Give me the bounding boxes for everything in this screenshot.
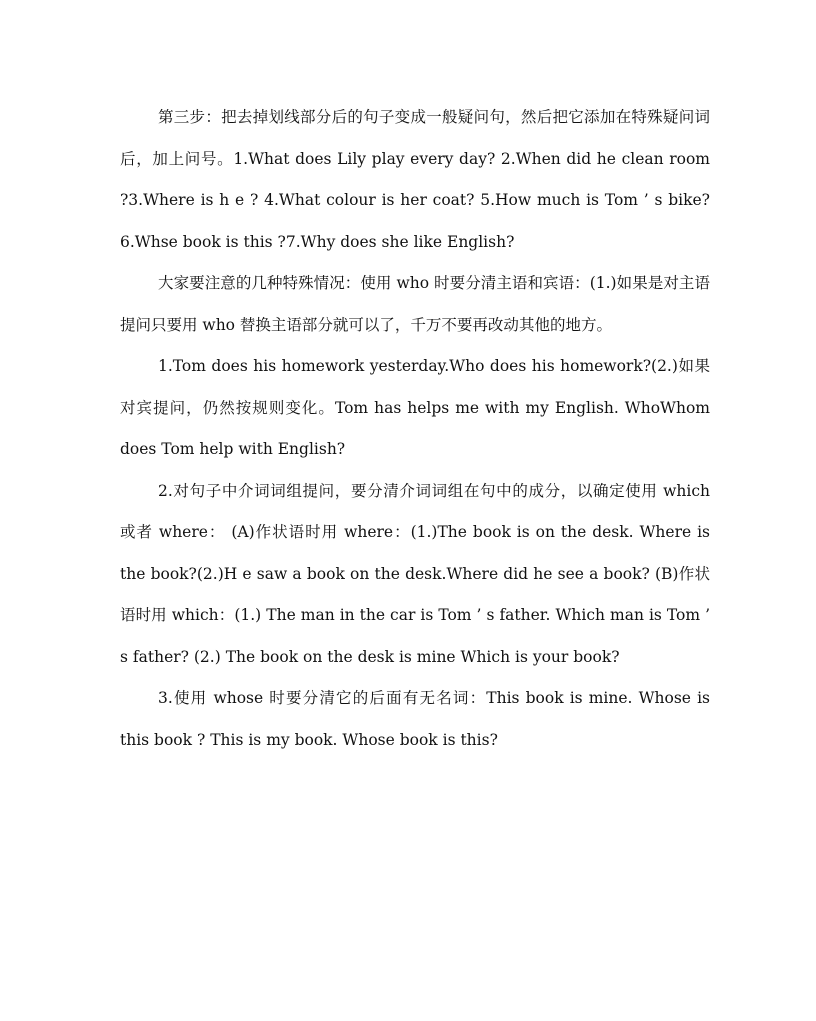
- paragraph-prepositional-phrase: 2.对句子中介词词组提问，要分清介词词组在句中的成分，以确定使用 which 或者 where： (A)作状语时用 where：(1.)The book is on the desk. Where is the book?(2.)H e saw a book on the desk.Where did he see a book? (B)作状语时用 which：(1.) The man in the car is Tom ’ s father. Which man is Tom ’ s father? (2.) The book on the desk is mine Which is your book?: [120, 481, 710, 666]
- paragraph-step-three: 第三步：把去掉划线部分后的句子变成一般疑问句，然后把它添加在特殊疑问词后，加上问号。1.What does Lily play every day? 2.When did he clean room ?3.Where is h e ? 4.What colour is her coat? 5.How much is Tom ’ s bike? 6.Whse book is this ?7.Why does she like English?: [120, 108, 710, 251]
- document-page: [120, 97, 710, 761]
- paragraph-subject-question: 1.Tom does his homework yesterday.Who does his homework?(2.)如果对宾提问，仍然按规则变化。Tom has helps me with my English. WhoWhom does Tom help with English?: [120, 357, 710, 458]
- paragraph-whose-usage: 3.使用 whose 时要分清它的后面有无名词：This book is mine. Whose is this book ? This is my book. Whose book is this?: [120, 689, 710, 749]
- paragraph-special-cases: 大家要注意的几种特殊情况：使用 who 时要分清主语和宾语：(1.)如果是对主语提问只要用 who 替换主语部分就可以了，千万不要再改动其他的地方。: [120, 274, 710, 334]
